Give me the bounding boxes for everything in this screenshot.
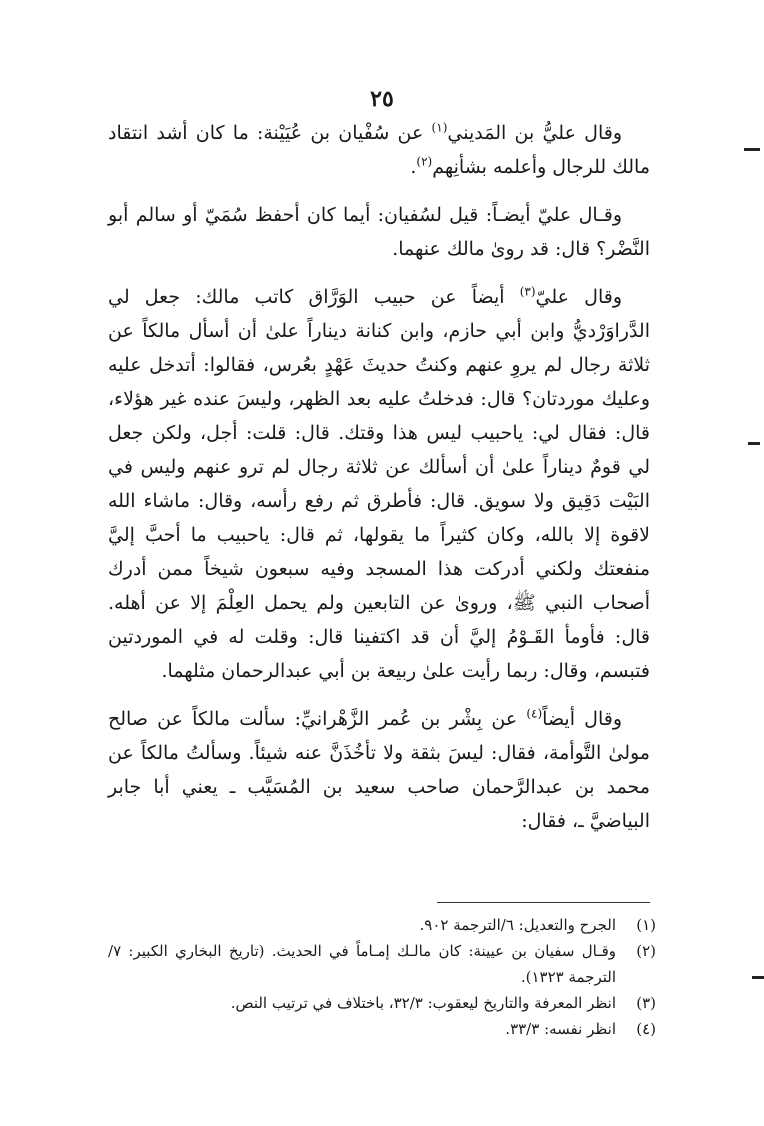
- footnote-separator: [437, 902, 650, 903]
- margin-mark: [748, 442, 760, 445]
- footnote: [108, 1016, 656, 1042]
- footnote-number: (٢): [636, 942, 656, 960]
- paragraph-text: عن بِشْر بن عُمر الزَّهْرانيِّ: سألت مالكاً عن صالح مولىٰ التَّوأمة، فقال: ليسَ بثقة ولا تأخُذَنَّ عنه شيئاً. وسألتُ مالكاً عن محمد بن عبدالرَّحمان صاحب سعيد بن المُسَيَّب ـ يعني أبا جابر البياضيَّ ـ، فقال:: [108, 708, 650, 832]
- page-number: ٢٥: [370, 86, 394, 112]
- paragraph-text: عن سُفْيان بن عُيَيْنة: ما كان أشد انتقاد مالك للرجال وأعلمه بشأنِهم: [108, 122, 650, 178]
- footnote-number: (٣): [636, 994, 656, 1012]
- paragraph: [108, 116, 650, 184]
- footnote-ref: (٤): [526, 706, 543, 721]
- paragraph-text: وقال عليُّ بن المَديني: [447, 122, 622, 144]
- footnotes: [108, 912, 656, 1042]
- main-text: [108, 116, 650, 838]
- paragraph-text: وقال أيضاً: [542, 708, 622, 730]
- paragraph-text: وقال عليّ: [535, 286, 623, 308]
- footnote-ref: (٢): [416, 154, 433, 169]
- paragraph-text: .: [410, 156, 417, 178]
- footnote-text: الجرح والتعديل: ٦/الترجمة ٩٠٢.: [419, 916, 616, 934]
- footnote-number: (٤): [636, 1020, 656, 1038]
- footnote: [108, 938, 656, 990]
- margin-mark: [752, 976, 764, 979]
- footnote-ref: (٣): [519, 284, 536, 299]
- footnote-number: (١): [636, 916, 656, 934]
- footnote-text: انظر نفسه: ٣٣/٣.: [505, 1020, 616, 1038]
- footnote-text: وقـال سفيان بن عيينة: كان مالـك إمـاماً في الحديث. (تاريخ البخاري الكبير: ٧/الترجمة ١٣٢٣).: [108, 942, 616, 986]
- paragraph: [108, 702, 650, 838]
- footnote-text: انظر المعرفة والتاريخ ليعقوب: ٣٢/٣، باختلاف في ترتيب النص.: [230, 994, 616, 1012]
- footnote: [108, 990, 656, 1016]
- paragraph-text: وقـال عليّ أيضـاً: قيل لسُفيان: أيما كان أحفظ سُمَيّ أو سالم أبو النَّضْر؟ قال: قد روىٰ مالك عنهما.: [108, 204, 650, 260]
- footnote: [108, 912, 656, 938]
- paragraph: [108, 198, 650, 266]
- footnote-ref: (١): [431, 120, 448, 135]
- paragraph-text: أيضاً عن حبيب الوَرَّاق كاتب مالك: جعل لي الدَّراوَرْديُّ وابن أبي حازم، وابن كنانة ديناراً علىٰ أن أسأل مالكاً عن ثلاثة رجال لم يروِ عنهم وكنتُ حديثَ عَهْدٍ بعُرس، فقالوا: أتدخل عليه وعليك موردتان؟ قال: فدخلتُ عليه بعد الظهر، وليسَ عنده غير هؤلاء، قال: فقال لي: ياحبيب ليس هذا وقتك. قال: قلت: أجل، ولكن جعل لي قومٌ ديناراً علىٰ أن أسألك عن ثلاثة رجال لم ترو عنهم وليس في البَيْت دَقِيق ولا سويق. قال: فأطرق ثم رفع رأسه، وقال: ماشاء الله لاقوة إلا بالله، وكان كثيراً ما يقولها، ثم قال: ياحبيب ما أحبَّ إليَّ منفعتك ولكني أدركت هذا المسجد وفيه سبعون شيخاً ممن أدرك أصحاب النبي ﷺ، وروىٰ عن التابعين ولم يحمل العِلْمَ إلا عن أهله. قال: فأومأ القَـوْمُ إليَّ أن قد اكتفينا قال: وقلت له في الموردتين فتبسم، وقال: ربما رأيت علىٰ ربيعة بن أبي عبدالرحمان مثلهما.: [108, 286, 650, 682]
- paragraph: [108, 280, 650, 688]
- margin-mark: [744, 148, 760, 151]
